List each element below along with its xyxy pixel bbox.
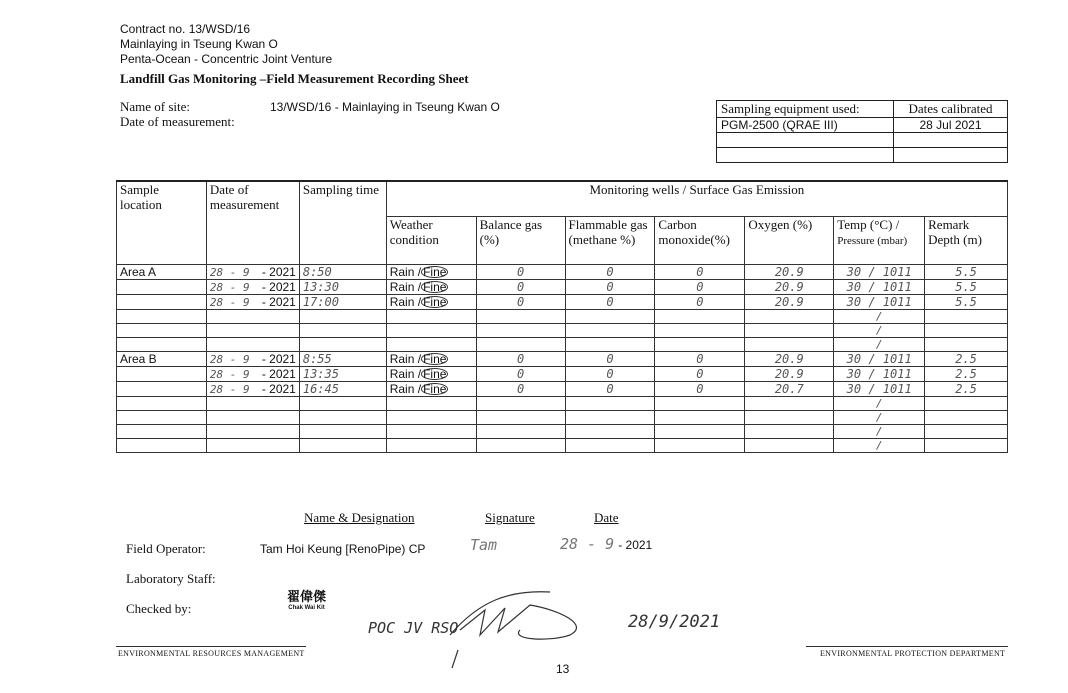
date-year: - 2021 — [261, 265, 296, 279]
empty-cell — [206, 411, 299, 425]
table-row — [117, 411, 1008, 425]
date-year: - 2021 — [261, 382, 296, 396]
empty-cell — [476, 397, 565, 411]
project-name: Mainlaying in Tseung Kwan O — [120, 37, 278, 51]
header-sample-location: Sample location — [117, 181, 207, 265]
checked-by-date: 28/9/2021 — [628, 612, 721, 632]
empty-cell — [476, 324, 565, 338]
weather-fine-circled: Fine — [423, 295, 447, 309]
oxygen-value: 20.9 — [745, 352, 834, 367]
weather-cell — [386, 382, 476, 397]
field-operator-name: Tam Hoi Keung [RenoPipe) CP — [260, 542, 426, 556]
carbon-monoxide-value: 0 — [655, 295, 745, 310]
header-depth: Depth (m) — [928, 232, 982, 248]
weather-fine-circled: Fine — [423, 367, 447, 381]
empty-cell — [565, 425, 655, 439]
table-row — [117, 265, 1008, 280]
weather-fine-circled: Fine — [423, 280, 447, 294]
dash-mark: / — [875, 338, 883, 351]
empty-cell — [299, 338, 386, 352]
header-carbon-monoxide: Carbon monoxide(%) — [655, 217, 745, 265]
signature-header: Signature — [485, 510, 535, 525]
oxygen-value: 20.9 — [745, 265, 834, 280]
table-row — [117, 397, 1008, 411]
table-row — [117, 425, 1008, 439]
carbon-monoxide-value: 0 — [655, 352, 745, 367]
equipment-empty-cell — [717, 148, 894, 163]
empty-cell — [117, 280, 207, 295]
name-designation-header: Name & Designation — [304, 510, 415, 525]
measurement-date-cell — [206, 280, 299, 295]
page-number: 13 — [556, 662, 570, 676]
table-row — [117, 280, 1008, 295]
empty-cell — [745, 439, 834, 453]
carbon-monoxide-value: 0 — [655, 382, 745, 397]
weather-rain: Rain / — [389, 265, 422, 279]
empty-cell — [565, 338, 655, 352]
equipment-item: PGM-2500 (QRAE III) — [717, 118, 894, 133]
date-handwritten: 28 - 9 — [209, 266, 250, 279]
temp-pressure-value: 30 / 1011 — [834, 382, 925, 397]
calibrated-header: Dates calibrated — [894, 101, 1008, 118]
site-name-label: Name of site: — [120, 99, 191, 114]
empty-cell — [206, 324, 299, 338]
empty-cell — [745, 411, 834, 425]
sampling-time: 13:30 — [299, 280, 386, 295]
checked-english-name: Chak Wai Kit — [288, 605, 325, 611]
balance-gas-value: 0 — [476, 367, 565, 382]
depth-value: 5.5 — [925, 295, 1008, 310]
empty-cell — [386, 338, 476, 352]
empty-cell — [565, 397, 655, 411]
empty-cell — [834, 324, 925, 338]
empty-cell — [206, 397, 299, 411]
weather-rain: Rain / — [389, 280, 422, 294]
header-sampling-time: Sampling time — [299, 181, 386, 265]
empty-cell — [117, 425, 207, 439]
empty-cell — [655, 411, 745, 425]
checked-by-stamp — [287, 586, 326, 611]
dash-mark: / — [875, 439, 883, 452]
weather-cell — [386, 352, 476, 367]
empty-cell — [206, 425, 299, 439]
empty-cell — [565, 411, 655, 425]
empty-cell — [745, 324, 834, 338]
empty-cell — [386, 324, 476, 338]
weather-cell — [386, 265, 476, 280]
empty-cell — [206, 439, 299, 453]
empty-cell — [117, 324, 207, 338]
area-name: Area B — [117, 352, 207, 367]
header-weather: Weather condition — [386, 217, 476, 265]
empty-cell — [299, 439, 386, 453]
date-handwritten: 28 - 9 — [209, 296, 250, 309]
empty-cell — [476, 411, 565, 425]
dash-mark: / — [875, 324, 883, 337]
empty-cell — [117, 295, 207, 310]
dash-mark: / — [875, 425, 883, 438]
table-row — [117, 324, 1008, 338]
date-header: Date — [594, 510, 619, 525]
carbon-monoxide-value: 0 — [655, 280, 745, 295]
empty-cell — [476, 439, 565, 453]
header-flammable-gas: Flammable gas (methane %) — [565, 217, 655, 265]
empty-cell — [925, 397, 1008, 411]
empty-cell — [925, 310, 1008, 324]
empty-cell — [386, 310, 476, 324]
depth-value: 2.5 — [925, 367, 1008, 382]
temp-pressure-value: 30 / 1011 — [834, 265, 925, 280]
empty-cell — [834, 439, 925, 453]
dash-mark: / — [875, 411, 883, 424]
empty-cell — [834, 310, 925, 324]
empty-cell — [834, 411, 925, 425]
table-row — [117, 382, 1008, 397]
weather-cell — [386, 280, 476, 295]
empty-cell — [925, 411, 1008, 425]
date-year: - 2021 — [261, 280, 296, 294]
oxygen-value: 20.9 — [745, 280, 834, 295]
weather-rain: Rain / — [389, 295, 422, 309]
empty-cell — [655, 397, 745, 411]
footer-right-text: ENVIRONMENTAL PROTECTION DEPARTMENT — [820, 649, 1006, 658]
header-oxygen: Oxygen (%) — [745, 217, 834, 265]
empty-cell — [117, 397, 207, 411]
depth-value: 5.5 — [925, 280, 1008, 295]
temp-pressure-value: 30 / 1011 — [834, 280, 925, 295]
footer-rule-right — [806, 646, 1008, 647]
empty-cell — [655, 439, 745, 453]
measurement-date-cell — [206, 382, 299, 397]
empty-cell — [745, 310, 834, 324]
weather-rain: Rain / — [389, 367, 422, 381]
header-date-of-measurement: Date of measurement — [206, 181, 299, 265]
equipment-header: Sampling equipment used: — [717, 101, 894, 118]
field-operator-date — [560, 535, 652, 554]
sampling-time: 16:45 — [299, 382, 386, 397]
empty-cell — [476, 310, 565, 324]
equipment-table — [716, 100, 1008, 163]
empty-cell — [299, 411, 386, 425]
header-temp-pressure — [834, 217, 925, 265]
measurement-table — [116, 180, 1008, 453]
laboratory-staff-label: Laboratory Staff: — [126, 571, 216, 586]
checked-chinese-name: 翟偉傑 — [287, 589, 327, 604]
flammable-gas-value: 0 — [565, 265, 655, 280]
empty-cell — [117, 338, 207, 352]
empty-cell — [476, 425, 565, 439]
table-row — [117, 439, 1008, 453]
empty-cell — [655, 310, 745, 324]
header-pressure: Pressure (mbar) — [837, 235, 908, 248]
depth-value: 2.5 — [925, 352, 1008, 367]
temp-pressure-value: 30 / 1011 — [834, 295, 925, 310]
area-name: Area A — [117, 265, 207, 280]
field-date-year: - 2021 — [618, 538, 653, 552]
date-year: - 2021 — [261, 352, 296, 366]
field-date-handwritten: 28 - 9 — [560, 535, 615, 553]
weather-cell — [386, 295, 476, 310]
empty-cell — [745, 425, 834, 439]
weather-fine-circled: Fine — [423, 352, 447, 366]
measurement-date-cell — [206, 265, 299, 280]
empty-cell — [925, 425, 1008, 439]
checked-by-label: Checked by: — [126, 601, 192, 616]
field-operator-label: Field Operator: — [126, 541, 206, 556]
carbon-monoxide-value: 0 — [655, 367, 745, 382]
empty-cell — [745, 338, 834, 352]
sampling-time: 8:55 — [299, 352, 386, 367]
header-balance-gas: Balance gas (%) — [476, 217, 565, 265]
header-remark: Remark — [928, 217, 970, 233]
empty-cell — [655, 324, 745, 338]
balance-gas-value: 0 — [476, 382, 565, 397]
flammable-gas-value: 0 — [565, 367, 655, 382]
measurement-date-cell — [206, 352, 299, 367]
table-row — [117, 295, 1008, 310]
measurement-date-cell — [206, 295, 299, 310]
weather-rain: Rain / — [389, 382, 422, 396]
header-temp: Temp (°C) / — [837, 217, 900, 233]
field-operator-signature: Tam — [470, 536, 498, 554]
table-row — [117, 367, 1008, 382]
empty-cell — [386, 397, 476, 411]
balance-gas-value: 0 — [476, 280, 565, 295]
empty-cell — [299, 397, 386, 411]
empty-cell — [386, 439, 476, 453]
header-monitoring-wells: Monitoring wells / Surface Gas Emission — [386, 181, 1007, 217]
footer-left-text: ENVIRONMENTAL RESOURCES MANAGEMENT — [118, 649, 305, 658]
empty-cell — [117, 439, 207, 453]
flammable-gas-value: 0 — [565, 352, 655, 367]
date-handwritten: 28 - 9 — [209, 281, 250, 294]
empty-cell — [299, 310, 386, 324]
document-header — [120, 22, 332, 67]
balance-gas-value: 0 — [476, 265, 565, 280]
date-year: - 2021 — [261, 295, 296, 309]
empty-cell — [206, 310, 299, 324]
temp-pressure-value: 30 / 1011 — [834, 367, 925, 382]
empty-cell — [299, 324, 386, 338]
checked-by-signature-scribble — [440, 580, 640, 670]
empty-cell — [745, 397, 834, 411]
empty-cell — [117, 367, 207, 382]
sampling-time: 8:50 — [299, 265, 386, 280]
sampling-time: 13:35 — [299, 367, 386, 382]
carbon-monoxide-value: 0 — [655, 265, 745, 280]
oxygen-value: 20.7 — [745, 382, 834, 397]
date-of-measurement-label: Date of measurement: — [120, 114, 235, 129]
empty-cell — [834, 338, 925, 352]
empty-cell — [117, 310, 207, 324]
empty-cell — [565, 324, 655, 338]
empty-cell — [565, 439, 655, 453]
equipment-empty-cell — [717, 133, 894, 148]
temp-pressure-value: 30 / 1011 — [834, 352, 925, 367]
area-rows — [117, 265, 1008, 453]
date-handwritten: 28 - 9 — [209, 353, 250, 366]
depth-value: 2.5 — [925, 382, 1008, 397]
empty-cell — [299, 425, 386, 439]
empty-cell — [925, 338, 1008, 352]
empty-cell — [476, 338, 565, 352]
footer-rule-left — [116, 646, 306, 647]
dash-mark: / — [875, 310, 883, 323]
empty-cell — [834, 425, 925, 439]
empty-cell — [655, 425, 745, 439]
contract-number: Contract no. 13/WSD/16 — [120, 22, 251, 36]
flammable-gas-value: 0 — [565, 295, 655, 310]
date-handwritten: 28 - 9 — [209, 368, 250, 381]
oxygen-value: 20.9 — [745, 367, 834, 382]
flammable-gas-value: 0 — [565, 280, 655, 295]
document-title: Landfill Gas Monitoring –Field Measurement Recording Sheet — [120, 71, 469, 86]
date-handwritten: 28 - 9 — [209, 383, 250, 396]
header-remark-depth — [925, 217, 1008, 265]
dash-mark: / — [875, 397, 883, 410]
equipment-empty-cell — [894, 148, 1008, 163]
weather-fine-circled: Fine — [423, 382, 447, 396]
empty-cell — [206, 338, 299, 352]
checked-by-handwritten: POC JV RSO — [368, 619, 459, 637]
empty-cell — [565, 310, 655, 324]
balance-gas-value: 0 — [476, 352, 565, 367]
weather-rain: Rain / — [389, 352, 422, 366]
empty-cell — [925, 324, 1008, 338]
table-row — [117, 352, 1008, 367]
empty-cell — [925, 439, 1008, 453]
calibrated-date: 28 Jul 2021 — [894, 118, 1008, 133]
table-row — [117, 338, 1008, 352]
measurement-date-cell — [206, 367, 299, 382]
site-name-value: 13/WSD/16 - Mainlaying in Tseung Kwan O — [270, 100, 500, 114]
contractor-name: Penta-Ocean - Concentric Joint Venture — [120, 52, 333, 66]
date-year: - 2021 — [261, 367, 296, 381]
balance-gas-value: 0 — [476, 295, 565, 310]
weather-cell — [386, 367, 476, 382]
empty-cell — [386, 411, 476, 425]
oxygen-value: 20.9 — [745, 295, 834, 310]
table-row — [117, 310, 1008, 324]
depth-value: 5.5 — [925, 265, 1008, 280]
sampling-time: 17:00 — [299, 295, 386, 310]
empty-cell — [117, 382, 207, 397]
empty-cell — [117, 411, 207, 425]
empty-cell — [655, 338, 745, 352]
weather-fine-circled: Fine — [423, 265, 447, 279]
flammable-gas-value: 0 — [565, 382, 655, 397]
empty-cell — [386, 425, 476, 439]
equipment-empty-cell — [894, 133, 1008, 148]
empty-cell — [834, 397, 925, 411]
